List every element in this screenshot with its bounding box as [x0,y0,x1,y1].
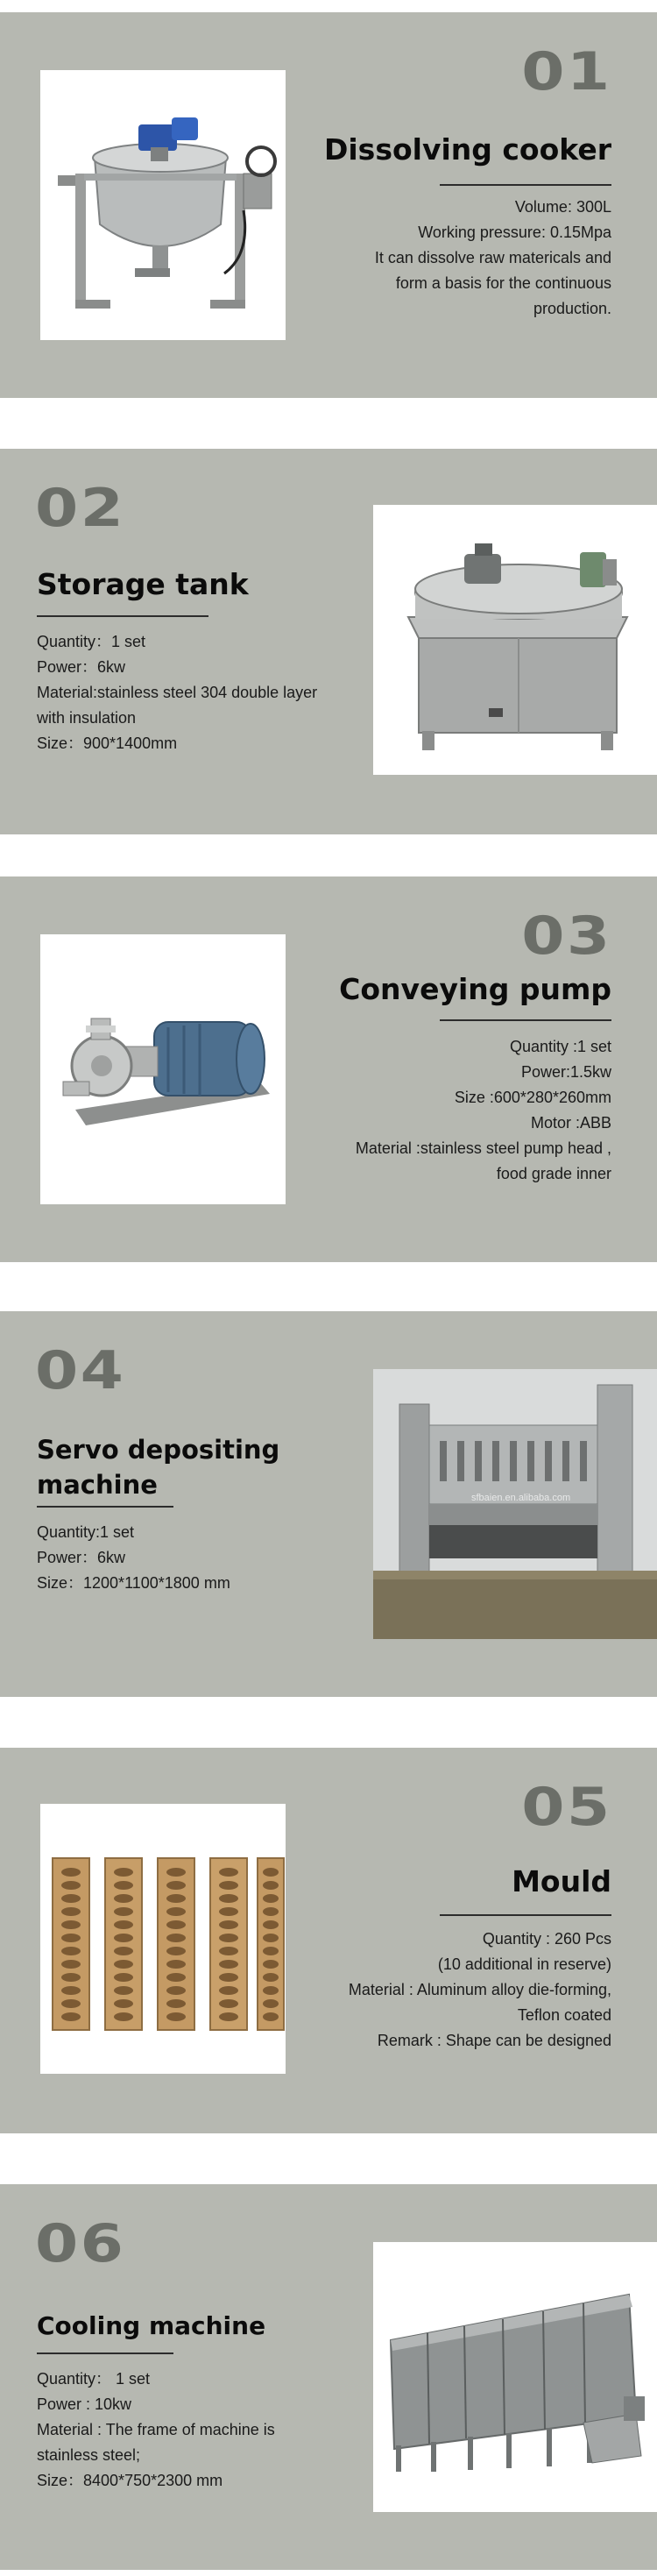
depositor-icon [373,1369,657,1639]
mould-cavity [219,1868,238,1877]
section-description [356,1034,611,1187]
section-title: Dissolving cooker [323,132,611,167]
desc-line: stainless steel; [37,2446,141,2464]
cooling-machine-photo [373,2242,657,2512]
watermark-text: sfbaien.en.alibaba.com [471,1493,571,1503]
desc-line: Quantity：1 set [37,633,146,650]
desc-line: Size :600*280*260mm [454,1089,611,1106]
mould-cavity [219,1894,238,1903]
title-line: Servo depositing [37,1435,280,1465]
mould-cavity [114,1960,133,1969]
mould-cavity [166,1907,186,1916]
section-description [37,629,317,756]
desc-line: Quantity : 260 Pcs [482,1930,611,1948]
mould-cavity [166,1894,186,1903]
desc-line: Quantity： 1 set [37,2370,151,2388]
section-description [37,2367,275,2494]
section-number: 02 [35,478,126,539]
mould-photo [40,1804,286,2074]
mould-cavity [61,1986,81,1995]
jacketed-kettle-icon [40,70,286,340]
desc-line: Motor :ABB [530,1114,611,1132]
section-title [37,1432,279,1502]
mould-cavity [114,1999,133,2008]
mould-cavity [61,2012,81,2021]
desc-line: Quantity :1 set [509,1038,611,1055]
mould-cavity [114,1881,133,1890]
section-cooling-machine [0,2184,657,2570]
title-underline [37,1506,173,1508]
mould-cavity [219,1986,238,1995]
desc-line: Volume: 300L [514,198,611,216]
section-servo-depositing-machine [0,1311,657,1697]
mould-cavity [263,1907,279,1916]
mould-cavity [114,1934,133,1942]
section-title: Mould [512,1864,611,1898]
mould-cavity [219,1999,238,2008]
mould-cavity [263,1920,279,1929]
section-number: 05 [520,1777,611,1838]
desc-line: food grade inner [496,1165,611,1182]
section-description [37,1520,230,1596]
mould-cavity [61,1920,81,1929]
mould-cavity [219,1973,238,1982]
mould-cavity [61,1894,81,1903]
desc-line: It can dissolve raw matericals and [374,249,611,266]
mould-cavity [219,1934,238,1942]
section-title: Conveying pump [339,972,611,1006]
mould-cavity [61,1960,81,1969]
mould-cavity [263,1881,279,1890]
mould-cavity [61,1881,81,1890]
title-underline [440,184,611,186]
mould-cavity [61,1907,81,1916]
mould-cavity [263,1986,279,1995]
mould-cavity [166,1934,186,1942]
mould-cavity [114,1907,133,1916]
desc-line: Power：6kw [37,1549,126,1566]
section-description [375,195,611,322]
desc-line: Power:1.5kw [520,1063,611,1081]
desc-line: Size：900*1400mm [37,734,178,752]
section-title: Cooling machine [37,2311,266,2340]
desc-line: with insulation [37,709,137,727]
title-line: machine [37,1470,158,1500]
mould-cavity [166,1986,186,1995]
desc-line: Teflon coated [517,2006,611,2024]
section-number: 03 [520,905,611,967]
mould-cavity [114,1947,133,1955]
mould-cavity [61,1999,81,2008]
mould-cavity [263,1934,279,1942]
desc-line: Power : 10kw [37,2395,132,2413]
mould-cavity [219,1947,238,1955]
storage-tank-icon [373,505,657,775]
conveying-pump-photo [40,934,286,1204]
desc-line: Remark : Shape can be designed [377,2032,611,2049]
mould-cavity [166,1881,186,1890]
desc-line: Material :stainless steel pump head , [355,1139,611,1157]
title-underline [37,2352,173,2354]
section-storage-tank [0,449,657,834]
mould-cavity [219,1960,238,1969]
mould-cavity [263,1947,279,1955]
mould-cavity [166,1868,186,1877]
title-underline [440,1019,611,1021]
section-dissolving-cooker [0,12,657,398]
cooling-tunnel-icon [373,2242,657,2512]
section-mould [0,1748,657,2133]
desc-line: Material:stainless steel 304 double layer [37,684,318,701]
mould-cavity [219,2012,238,2021]
mould-cavity [61,1947,81,1955]
desc-line: Size：1200*1100*1800 mm [37,1574,230,1592]
desc-line: Power：6kw [37,658,126,676]
mould-cavity [166,1973,186,1982]
mould-cavity [114,1868,133,1877]
mould-cavity [219,1907,238,1916]
storage-tank-photo [373,505,657,775]
section-description [349,1927,611,2054]
dissolving-cooker-photo [40,70,286,340]
mould-cavity [166,1999,186,2008]
mould-cavity [61,1934,81,1942]
desc-line: Material : Aluminum alloy die-forming, [348,1981,611,1998]
mould-cavity [219,1881,238,1890]
mould-cavity [166,1960,186,1969]
mould-cavity [263,1960,279,1969]
section-number: 06 [35,2213,126,2274]
desc-line: production. [533,300,611,317]
section-title: Storage tank [37,567,249,601]
mould-cavity [166,2012,186,2021]
mould-cavity [263,1894,279,1903]
mould-cavity [114,1986,133,1995]
mould-cavity [219,1920,238,1929]
mould-cavity [166,1920,186,1929]
mould-cavity [263,2012,279,2021]
desc-line: form a basis for the continuous [395,274,611,292]
mould-cavity [263,1973,279,1982]
mould-cavity [166,1947,186,1955]
mould-cavity [114,2012,133,2021]
desc-line: (10 additional in reserve) [437,1955,611,1973]
desc-line: Quantity:1 set [37,1523,135,1541]
mould-cavity [114,1920,133,1929]
section-number: 01 [520,41,611,103]
section-conveying-pump [0,876,657,1262]
mould-cavity [114,1973,133,1982]
mould-cavity [61,1973,81,1982]
title-underline [37,615,208,617]
desc-line: Material : The frame of machine is [37,2421,275,2438]
mould-cavity [263,1999,279,2008]
mould-cavity [263,1868,279,1877]
section-number: 04 [35,1340,126,1402]
servo-depositing-machine-photo [373,1369,657,1639]
pump-icon [40,934,286,1204]
mould-cavity [61,1868,81,1877]
desc-line: Working pressure: 0.15Mpa [418,224,611,241]
mould-cavity [114,1894,133,1903]
mould-icon [40,1804,286,2074]
desc-line: Size：8400*750*2300 mm [37,2472,223,2489]
title-underline [440,1914,611,1916]
